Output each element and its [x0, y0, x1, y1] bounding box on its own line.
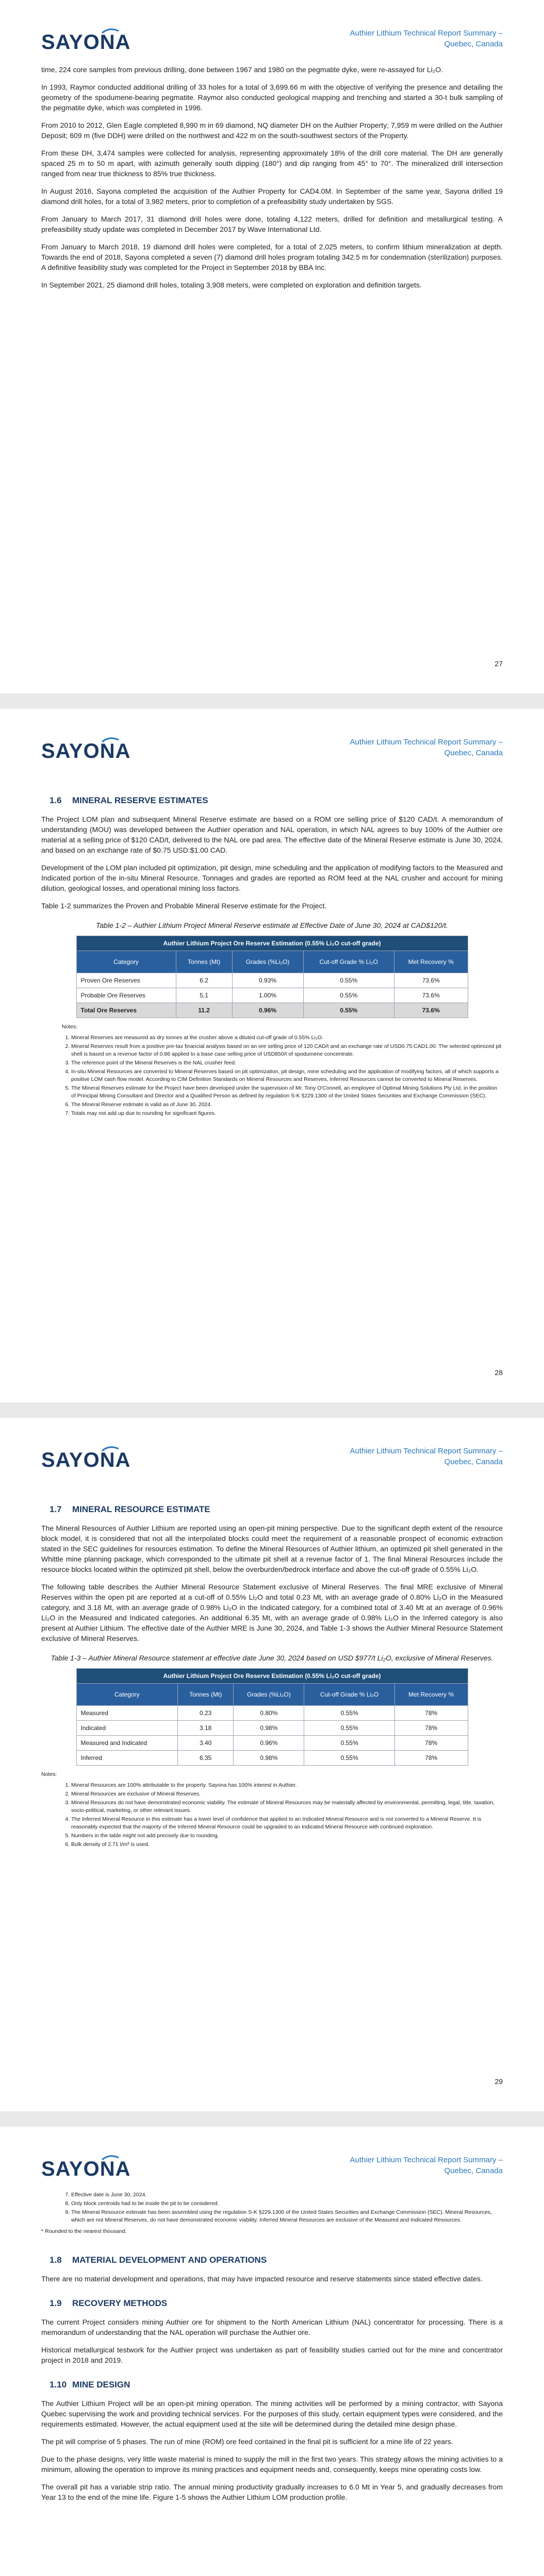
- paragraph: From 2010 to 2012, Glen Eagle completed 8,990 m in 69 diamond, NQ diameter DH on the Authier Property; 7,959 m were drilled on the Authier Deposit; 609 m (five DDH) were drilled on the northwest and 422 m on the south-southwest sectors of the Property.: [41, 121, 503, 140]
- note-item: 9. The Mineral Resource estimate has been assembled using the regulation S-K §229.1300 of the United States Securities and Exchange Commission (SEC). Mineral Resources, which are not Mineral Reserves, do not have demonstrated economic viability. Inferred Mineral Resources are exclusive of the Measured and Indicated Resources.: [71, 2209, 503, 2224]
- note-item: 5. Numbers in the table might not add precisely due to rounding.: [71, 1832, 503, 1840]
- paragraph: The overall pit has a variable strip ratio. The annual mining productivity gradually increases to 6.0 Mt in Year 5, and gradually decreases from Year 13 to the end of the mine life. Figure 1-5 shows the Authier Lithium LOM production profile.: [41, 2483, 503, 2501]
- rounding-footnote: * Rounded to the nearest thousand.: [41, 2228, 127, 2234]
- page-28: [0, 709, 544, 1402]
- page-29: [0, 1418, 544, 2111]
- table-row: Inferred 6.35 0.98% 0.55% 78%: [76, 1751, 468, 1766]
- section-heading: 1.8 MATERIAL DEVELOPMENT AND OPERATIONS: [50, 2255, 267, 2265]
- column-header: Category: [76, 951, 176, 973]
- note-item: 6. The Mineral Reserve estimate is valid as of June 30, 2024.: [71, 1101, 503, 1109]
- note-item: 7. Effective date is June 30, 2024.: [71, 2191, 503, 2199]
- table-caption: Table 1-2 – Authier Lithium Project Mineral Reserve estimate at Effective Date of June 30, 2024 at CAD$120/t.: [96, 921, 448, 929]
- note-item: 1. Mineral Reserves are measured as dry tonnes at the crusher above a diluted cut-off grade of 0.55% Li₂O.: [71, 1034, 503, 1042]
- table-row: Probable Ore Reserves 5.1 1.00% 0.55% 73.6%: [76, 988, 468, 1003]
- page-separator: [0, 693, 544, 709]
- header-title: Authier Lithium Technical Report Summary – Quebec, Canada: [350, 738, 503, 757]
- column-header: Met Recovery %: [394, 951, 468, 973]
- column-header: Grades (%Li₂O): [234, 1684, 304, 1706]
- note-item: 2. Mineral Reserves result from a positive pre-tax financial analysis based on an ore selling price of 120 CAD/t and an exchange rate of USD0.75:CAD1.00. The selected optimized pit shell is based on a revenue factor of 0.86 applied to a base case selling price of USD850/t of spodumene concentrate.: [71, 1043, 503, 1058]
- section-heading: 1.6 MINERAL RESERVE ESTIMATES: [50, 795, 208, 805]
- table-title: Authier Lithium Project Ore Reserve Estimation (0.55% Li₂O cut-off grade): [76, 1669, 468, 1684]
- paragraph: The Mineral Resources of Authier Lithium are reported using an open-pit mining perspective. Due to the significant depth extent of the resource block model, it is considered that not all the interpolated blocks could meet the requirement of a reasonable prospect of economic extraction stated in the SEC guidelines for resources estimation. To define the Mineral Resources of Authier lithium, an optimized pit shell generated in the Whittle mine planning package, which corresponded to the ultimate pit shell at a revenue factor of 1. The final Mineral Resources include the resource blocks located within the optimized pit shell, below the overburden/bedrock interface and above the cut-off grade of 0.55% Li₂O.: [41, 1524, 503, 1573]
- section-heading: 1.7 MINERAL RESOURCE ESTIMATE: [50, 1504, 210, 1514]
- page-separator: [0, 2111, 544, 2127]
- page-27: [0, 0, 544, 693]
- logo-text: SAYONA: [41, 740, 131, 762]
- page-body: [41, 2191, 503, 2510]
- resource-table: [76, 1668, 468, 1766]
- table-notes: Notes: 1. Mineral Reserves are measured as dry tonnes at the crusher above a diluted cut-off grade of 0.55% Li₂O. 2. Mineral Reserves result from a positive pre-tax financial analysis based on an ore selling price of 120 CAD/t and an exchange rate of USD0.75:CAD1.00. The selected optimized pit shell is based on a revenue factor of 0.86 applied to a base case selling price of USD850/t of spodumene concentrate. 3. The reference point of the Mineral Reserves is the NAL crusher feed. 4. In-situ Mineral Resources are converted to Mineral Reserves based on pit optimization, pit design, mine scheduling and the application of modifying factors, all of which supports a positive LOM cash flow model. According to CIM Definition Standards on Mineral Resources and Reserves, Inferred Resources cannot be converted to Mineral Reserves. 5. The Mineral Reserves estimate for the Project have been developed under the supervision of Mr. Tony O'Connell, an employee of Optimal Mining Solutions Pty Ltd. in the position of Principal Mining Consultant and Director and a Qualified Person as defined by regulation S-K §229.1300 of the United States Securities and Exchange Commission (SEC). 6. The Mineral Reserve estimate is valid as of June 30, 2024. 7. Totals may not add up due to rounding for significant figures.: [41, 1023, 503, 1117]
- page-30: [0, 2127, 544, 2576]
- paragraph: Development of the LOM plan included pit optimization, pit design, mine scheduling and the application of modifying factors to the Measured and Indicated portion of the in-situ Mineral Resource. Tonnages and grades are reported as ROM feed at the NAL crusher and account for mining dilution, geological losses, and operational mining loss factors.: [41, 863, 503, 892]
- column-header: Cut-off Grade % Li₂O: [303, 951, 394, 973]
- header-title: Authier Lithium Technical Report Summary – Quebec, Canada: [350, 29, 503, 48]
- note-item: 6. Bulk density of 2.71 t/m³ is used.: [71, 1841, 503, 1849]
- paragraph: time, 224 core samples from previous drilling, done between 1967 and 1980 on the pegmatite dyke, were re-assayed for Li₂O.: [41, 65, 443, 74]
- reserve-table: [76, 936, 468, 1018]
- paragraph: The pit will comprise of 5 phases. The run of mine (ROM) ore feed contained in the final pit is sufficient for a mine life of 22 years.: [41, 2437, 453, 2446]
- paragraph: The Authier Lithium Project will be an open-pit mining operation. The mining activities will be performed by a mining contractor, with Sayona Quebec supervising the work and providing technical services. For the purposes of this study, certain equipment types were considered, and the requirements estimated. However, the actual equipment used at the site will be determined during the detailed mine design phase.: [41, 2399, 503, 2428]
- logo-text: SAYONA: [41, 2158, 131, 2180]
- paragraph: From these DH, 3,474 samples were collected for analysis, representing approximately 18% of the drill core material. The DH are generally spaced 25 m to 50 m apart, with azimuth generally south dipping (180°) and dip ranging from 45° to 70°. The mineralized drill intersection ranged from near true thickness to 85% true thickness.: [41, 149, 503, 178]
- logo-text: SAYONA: [41, 31, 131, 54]
- note-item: 3. The reference point of the Mineral Reserves is the NAL crusher feed.: [71, 1059, 503, 1067]
- header-title: Authier Lithium Technical Report Summary – Quebec, Canada: [350, 1447, 503, 1466]
- section-heading: 1.10 MINE DESIGN: [50, 2380, 130, 2389]
- table-row: Proven Ore Reserves 6.2 0.93% 0.55% 73.6%: [76, 973, 468, 988]
- page-header: [41, 26, 503, 57]
- page-header: [41, 735, 503, 766]
- note-item: 3. Mineral Resources do not have demonstrated economic viability. The estimate of Mineral Resources may be materially affected by environmental, permitting, legal, title, taxation, socio-political, marketing, or other relevant issues.: [71, 1799, 503, 1815]
- table-row: Indicated 3.18 0.98% 0.55% 78%: [76, 1721, 468, 1736]
- column-header: Tonnes (Mt): [176, 951, 232, 973]
- logo-text: SAYONA: [41, 1449, 131, 1471]
- column-header: Cut-off Grade % Li₂O: [304, 1684, 394, 1706]
- sayona-logo: [41, 1444, 155, 1475]
- paragraph: In September 2021, 25 diamond drill holes, totaling 3,908 meters, were completed on exploration and definition targets.: [41, 281, 422, 289]
- section-heading: 1.9 RECOVERY METHODS: [50, 2298, 168, 2308]
- paragraph: From January to March 2017, 31 diamond drill holes were done, totaling 4,122 meters, drilled for definition and metallurgical testing. A prefeasibility study update was completed in December 2017 by Wave International Ltd.: [41, 215, 503, 233]
- paragraph: Historical metallurgical testwork for the Authier project was undertaken as part of feasibility studies carried out for the mine and concentrator project in 2018 and 2019.: [41, 2346, 503, 2364]
- sayona-logo: [41, 26, 155, 57]
- paragraph: Due to the phase designs, very little waste material is mined to supply the mill in the first two years. This strategy allows the mining activities to a minimum, allowing the operation to improve its mining practices and equipment needs and, consequently, keeps mine operating costs low.: [41, 2455, 503, 2473]
- sayona-logo: [41, 735, 155, 766]
- note-item: 4. The Inferred Mineral Resource in this estimate has a lower level of confidence that applied to an Indicated Mineral Resource and is not converted to a Mineral Reserve. It is reasonably expected that the majority of the Inferred Mineral Resource could be upgraded to an Indicated Mineral Resource with continued exploration.: [71, 1816, 503, 1831]
- page-number: 29: [494, 2077, 503, 2086]
- column-header: Category: [76, 1684, 178, 1706]
- page-separator: [0, 1402, 544, 1418]
- table-row: Measured and Indicated 3.40 0.96% 0.55% 78%: [76, 1736, 468, 1751]
- table-title: Authier Lithium Project Ore Reserve Estimation (0.55% Li₂O cut-off grade): [76, 936, 468, 951]
- paragraph: There are no material development and operations, that may have impacted resource and reserve statements since stated effective dates.: [41, 2275, 483, 2283]
- sayona-logo: [41, 2153, 155, 2183]
- page-header: [41, 2153, 503, 2183]
- table-notes: Notes: 1. Mineral Resources are 100% attributable to the property. Sayona has 100% interest in Authier. 2. Mineral Resources are exclusive of Mineral Reserves. 3. Mineral Resources do not have demonstrated economic viability. The estimate of Mineral Resources may be materially affected by environmental, permitting, legal, title, taxation, socio-political, marketing, or other relevant issues. 4. The Inferred Mineral Resource in this estimate has a lower level of confidence that applied to an Indicated Mineral Resource and is not converted to a Mineral Reserve. It is reasonably expected that the majority of the Inferred Mineral Resource could be upgraded to an Indicated Mineral Resource with continued exploration. 5. Numbers in the table might not add precisely due to rounding. 6. Bulk density of 2.71 t/m³ is used.: [41, 1771, 503, 1849]
- paragraph: In August 2016, Sayona completed the acquisition of the Authier Property for CAD4.0M. In September of the same year, Sayona drilled 19 diamond drill holes, for a total of 3,982 meters, prior to completion of a prefeasibility study undertaken by SGS.: [41, 187, 503, 206]
- table-row: Measured 0.23 0.80% 0.55% 78%: [76, 1706, 468, 1721]
- paragraph: The following table describes the Authier Mineral Resource Statement exclusive of Mineral Reserves. The final MRE exclusive of Mineral Reserves within the open pit are reported at a cut-off of 0.55% Li₂O and total 0.23 Mt, with an average grade of 0.80% Li₂O in the Measured category, and 3.18 Mt, with an average grade of 0.98% Li₂O in the Indicated category, for a combined total of 3.40 Mt at an average of 0.96% Li₂O in the Measured and Indicated categories. An additional 6.35 Mt, with an average grade of 0.98% Li₂O in the Inferred category is also present at Authier Lithium. The effective date of the Authier MRE is June 30, 2024, and Table 1-3 shows the Authier Mineral Resource Statement exclusive of Mineral Reserves.: [41, 1583, 503, 1642]
- note-item: 7. Totals may not add up due to rounding for significant figures.: [71, 1110, 503, 1117]
- page-body: [41, 1490, 503, 1850]
- header-title: Authier Lithium Technical Report Summary – Quebec, Canada: [350, 2156, 503, 2175]
- table-notes: [41, 2191, 503, 2224]
- column-header: Tonnes (Mt): [178, 1684, 234, 1706]
- paragraph: Table 1-2 summarizes the Proven and Probable Mineral Reserve estimate for the Project.: [41, 902, 327, 910]
- note-item: 1. Mineral Resources are 100% attributable to the property. Sayona has 100% interest in Authier.: [71, 1782, 503, 1789]
- page-number: 27: [494, 659, 503, 668]
- note-item: 8. Only block centroids had to be inside the pit to be considered.: [71, 2200, 503, 2208]
- table-total-row: Total Ore Reserves 11.2 0.96% 0.55% 73.6%: [76, 1003, 468, 1018]
- column-header: Met Recovery %: [394, 1684, 468, 1706]
- table-caption: Table 1-3 – Authier Mineral Resource statement at effective date June 30, 2024 based on USD $977/t Li₂O, exclusive of Mineral Reserves.: [51, 1654, 493, 1662]
- paragraph: From January to March 2018, 19 diamond drill holes were completed, for a total of 2,025 meters, to confirm lithium mineralization at depth. Towards the end of 2018, Sayona completed a seven (7) diamond drill holes program totaling 342.5 m for condemnation (sterilization) purposes. A definitive feasibility study was completed for the Project in September 2018 by BBA Inc.: [41, 243, 503, 272]
- paragraph: The current Project considers mining Authier ore for shipment to the North American Lithium (NAL) concentrator for processing. There is a memorandum of understanding that the NAL operation will purchase the Authier ore.: [41, 2318, 503, 2336]
- column-header: Grades (%Li₂O): [232, 951, 303, 973]
- note-item: 4. In-situ Mineral Resources are converted to Mineral Reserves based on pit optimization, pit design, mine scheduling and the application of modifying factors, all of which supports a positive LOM cash flow model. According to CIM Definition Standards on Mineral Resources and Reserves, Inferred Resources cannot be converted to Mineral Reserves.: [71, 1068, 503, 1083]
- page-body: [41, 781, 503, 1118]
- page-number: 28: [494, 1368, 503, 1377]
- note-item: 2. Mineral Resources are exclusive of Mineral Reserves.: [71, 1790, 503, 1798]
- page-body: [41, 64, 503, 297]
- paragraph: The Project LOM plan and subsequent Mineral Reserve estimate are based on a ROM ore selling price of $120 CAD/t. A memorandum of understanding (MOU) was developed between the Authier operation and NAL operation, in which NAL agrees to buy 100% of the Authier ore material at a selling price of $120 CAD/t, delivered to the NAL ore pad area. The effective date of the Mineral Reserve estimate is June 30, 2024, and based on an exchange rate of $0.75 USD:$1.00 CAD.: [41, 815, 503, 854]
- page-header: [41, 1444, 503, 1475]
- note-item: 5. The Mineral Reserves estimate for the Project have been developed under the supervision of Mr. Tony O'Connell, an employee of Optimal Mining Solutions Pty Ltd. in the position of Principal Mining Consultant and Director and a Qualified Person as defined by regulation S-K §229.1300 of the United States Securities and Exchange Commission (SEC).: [71, 1084, 503, 1100]
- paragraph: In 1993, Raymor conducted additional drilling of 33 holes for a total of 3,699.66 m with the objective of verifying the presence and detailing the geometry of the spodumene-bearing pegmatite. Raymor also conducted geological mapping and trenching and started a 30-t bulk sampling of the pegmatite dyke, which was completed in 1996.: [41, 83, 503, 112]
